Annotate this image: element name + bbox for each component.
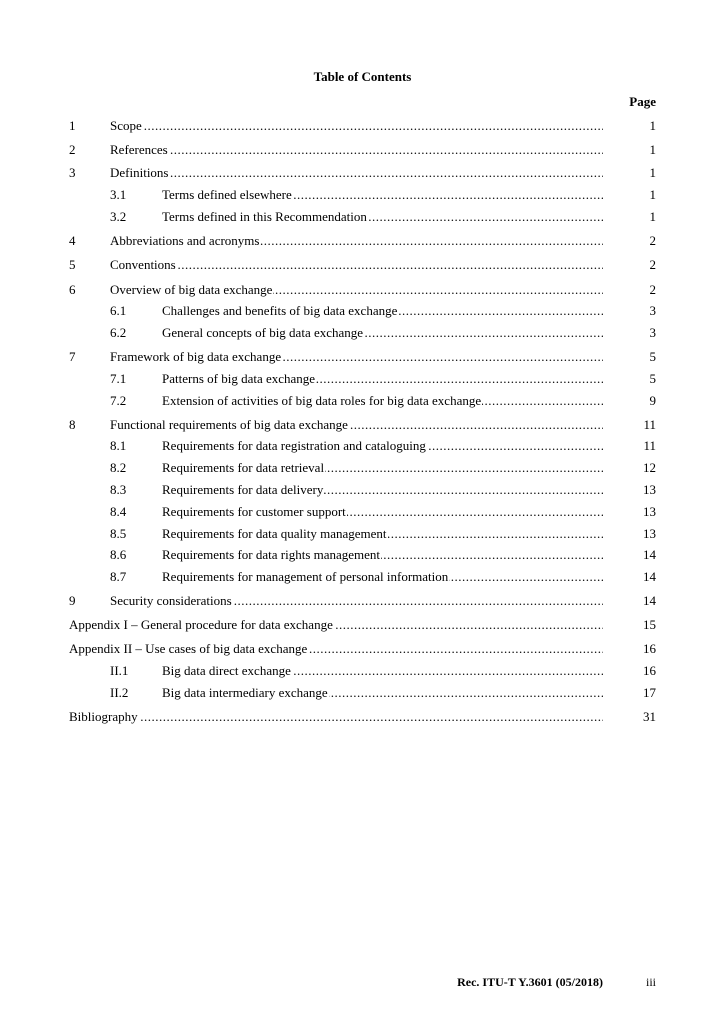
toc-entry-page: 14 bbox=[643, 593, 656, 608]
toc-entry-number: 8.3 bbox=[110, 482, 127, 497]
toc-entry-page: 9 bbox=[649, 393, 656, 408]
toc-entry-label: Requirements for data delivery bbox=[162, 482, 324, 497]
toc-entry-page: 1 bbox=[649, 165, 656, 180]
toc-entry[interactable] bbox=[0, 349, 725, 365]
toc-entry-number: 2 bbox=[69, 142, 76, 157]
toc-entry[interactable] bbox=[0, 417, 725, 433]
toc-entry[interactable] bbox=[0, 685, 725, 701]
toc-entry-page: 16 bbox=[643, 663, 656, 678]
toc-entry-number: II.1 bbox=[110, 663, 129, 678]
toc-entry-page: 14 bbox=[643, 569, 656, 584]
toc-entry-number: 8.1 bbox=[110, 438, 127, 453]
toc-entry-label: Big data intermediary exchange bbox=[162, 685, 328, 700]
toc-entry-label: Requirements for customer support bbox=[162, 504, 346, 519]
toc-entry-label: Requirements for management of personal information bbox=[162, 569, 449, 584]
toc-entry-page: 1 bbox=[649, 118, 656, 133]
toc-entry-number: 1 bbox=[69, 118, 76, 133]
toc-entry-label: Security considerations bbox=[110, 593, 232, 608]
toc-entry-page: 11 bbox=[643, 438, 656, 453]
toc-entry-page: 2 bbox=[649, 233, 656, 248]
toc-entry-label: Scope bbox=[110, 118, 142, 133]
toc-entry-label: Conventions bbox=[110, 257, 176, 272]
page-column-header: Page bbox=[629, 94, 656, 109]
toc-entry-label: Requirements for data rights management bbox=[162, 547, 381, 562]
toc-entry-label: Abbreviations and acronyms bbox=[110, 233, 260, 248]
toc-entry-page: 3 bbox=[649, 325, 656, 340]
toc-entry-number: 6.1 bbox=[110, 303, 127, 318]
toc-entry[interactable] bbox=[0, 303, 725, 319]
toc-entry[interactable] bbox=[0, 617, 725, 633]
toc-entry-page: 5 bbox=[649, 349, 656, 364]
toc-entry-page: 14 bbox=[643, 547, 656, 562]
toc-entry-number: 3 bbox=[69, 165, 76, 180]
toc-entry-label: Big data direct exchange bbox=[162, 663, 291, 678]
toc-entry[interactable] bbox=[0, 233, 725, 249]
toc-entry-page: 13 bbox=[643, 526, 656, 541]
toc-entry-number: 3.2 bbox=[110, 209, 127, 224]
toc-entry-label: Bibliography bbox=[69, 709, 138, 724]
toc-entry[interactable] bbox=[0, 257, 725, 273]
toc-entry[interactable] bbox=[0, 371, 725, 387]
toc-entry-label: Challenges and benefits of big data exchange bbox=[162, 303, 398, 318]
toc-entry-number: 8.7 bbox=[110, 569, 127, 584]
toc-entry-label: Requirements for data registration and cataloguing bbox=[162, 438, 426, 453]
toc-entry-page: 3 bbox=[649, 303, 656, 318]
toc-entry-number: 6.2 bbox=[110, 325, 127, 340]
toc-entry[interactable] bbox=[0, 663, 725, 679]
toc-entry-page: 15 bbox=[643, 617, 656, 632]
toc-entry-page: 1 bbox=[649, 209, 656, 224]
toc-entry-page: 2 bbox=[649, 257, 656, 272]
toc-entry-number: 5 bbox=[69, 257, 76, 272]
toc-entry-number: 3.1 bbox=[110, 187, 127, 202]
toc-entry-page: 13 bbox=[643, 482, 656, 497]
toc-entry[interactable] bbox=[0, 709, 725, 725]
toc-entry[interactable] bbox=[0, 393, 725, 409]
toc-entry[interactable] bbox=[0, 593, 725, 609]
toc-entry-page: 11 bbox=[643, 417, 656, 432]
toc-entry-number: 6 bbox=[69, 282, 76, 297]
toc-entry[interactable] bbox=[0, 209, 725, 225]
toc-entry-page: 12 bbox=[643, 460, 656, 475]
toc-entry-number: 8.5 bbox=[110, 526, 127, 541]
footer-page-number: iii bbox=[645, 975, 656, 989]
toc-entry-page: 17 bbox=[643, 685, 656, 700]
toc-entry-label: Definitions bbox=[110, 165, 169, 180]
toc-entry[interactable] bbox=[0, 187, 725, 203]
toc-entry-label: Overview of big data exchange bbox=[110, 282, 273, 297]
toc-entry-label: Appendix II – Use cases of big data exchange bbox=[69, 641, 308, 656]
toc-entry-label: Appendix I – General procedure for data exchange bbox=[69, 617, 333, 632]
toc-entry-page: 1 bbox=[649, 142, 656, 157]
toc-entry[interactable] bbox=[0, 325, 725, 341]
toc-entry-label: Functional requirements of big data exchange bbox=[110, 417, 348, 432]
toc-entry-page: 1 bbox=[649, 187, 656, 202]
toc-entry-page: 2 bbox=[649, 282, 656, 297]
toc-entry[interactable] bbox=[0, 460, 725, 476]
toc-entry-page: 31 bbox=[643, 709, 656, 724]
toc-entry-label: Extension of activities of big data roles for big data exchange bbox=[162, 393, 482, 408]
toc-entry[interactable] bbox=[0, 282, 725, 298]
toc-entry-number: 4 bbox=[69, 233, 76, 248]
toc-entry-page: 13 bbox=[643, 504, 656, 519]
toc-entry-label: Patterns of big data exchange bbox=[162, 371, 316, 386]
toc-entry[interactable] bbox=[0, 118, 725, 134]
toc-entry[interactable] bbox=[0, 438, 725, 454]
toc-entry-label: Framework of big data exchange bbox=[110, 349, 282, 364]
toc-entry[interactable] bbox=[0, 526, 725, 542]
toc-entry[interactable] bbox=[0, 504, 725, 520]
toc-entry-number: II.2 bbox=[110, 685, 129, 700]
toc-entry[interactable] bbox=[0, 482, 725, 498]
toc-entry[interactable] bbox=[0, 165, 725, 181]
toc-entry[interactable] bbox=[0, 641, 725, 657]
toc-entry-label: Requirements for data retrieval bbox=[162, 460, 325, 475]
toc-entry-number: 9 bbox=[69, 593, 76, 608]
toc-entry[interactable] bbox=[0, 547, 725, 563]
toc-entry-number: 7.1 bbox=[110, 371, 127, 386]
toc-entry-page: 5 bbox=[649, 371, 656, 386]
page-title: Table of Contents bbox=[313, 69, 412, 84]
toc-entry-label: Terms defined in this Recommendation bbox=[162, 209, 367, 224]
toc-entry-label: General concepts of big data exchange bbox=[162, 325, 364, 340]
toc-entry[interactable] bbox=[0, 569, 725, 585]
toc-entry[interactable] bbox=[0, 142, 725, 158]
toc-entry-number: 8.6 bbox=[110, 547, 127, 562]
toc-entry-number: 7 bbox=[69, 349, 76, 364]
toc-entry-label: References bbox=[110, 142, 168, 157]
footer-document-reference: Rec. ITU-T Y.3601 (05/2018) bbox=[457, 975, 603, 989]
toc-entry-label: Requirements for data quality management bbox=[162, 526, 387, 541]
toc-entry-label: Terms defined elsewhere bbox=[162, 187, 292, 202]
toc-entry-page: 16 bbox=[643, 641, 656, 656]
toc-entry-number: 8.2 bbox=[110, 460, 127, 475]
toc-entry-number: 7.2 bbox=[110, 393, 127, 408]
toc-entry-number: 8 bbox=[69, 417, 76, 432]
toc-entry-number: 8.4 bbox=[110, 504, 127, 519]
